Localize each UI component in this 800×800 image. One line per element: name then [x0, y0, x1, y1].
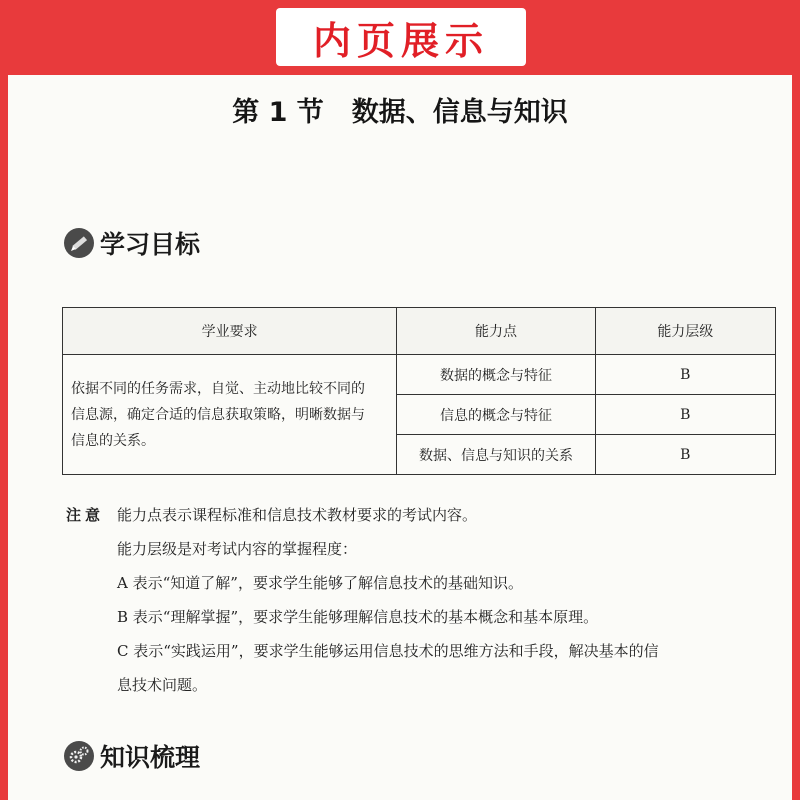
- heading-learning-goals: [64, 225, 200, 261]
- pencil-icon: [64, 228, 94, 258]
- requirement-line: 信息的关系。: [71, 432, 155, 449]
- note-line: B 表示“理解掌握”，要求学生能够理解信息技术的基本概念和基本原理。: [117, 608, 599, 626]
- requirement-line: 依据不同的任务需求，自觉、主动地比较不同的: [71, 380, 365, 397]
- note-line: [66, 498, 766, 532]
- note-text: 能力点表示课程标准和信息技术教材要求的考试内容。: [117, 506, 478, 524]
- section-name: 数据、信息与知识: [351, 97, 568, 128]
- ability-point-cell: 数据、信息与知识的关系: [397, 435, 595, 475]
- note-line: A 表示“知道了解”，要求学生能够了解信息技术的基础知识。: [117, 574, 523, 592]
- heading-label: 学习目标: [100, 230, 201, 259]
- section-title: [8, 90, 792, 129]
- banner-label: 内页展示: [312, 18, 489, 63]
- promo-banner: [0, 0, 800, 75]
- table-header: 能力层级: [595, 308, 775, 355]
- note-line: 息技术问题。: [117, 676, 208, 694]
- requirements-table: [62, 307, 776, 475]
- ability-point-cell: 信息的概念与特征: [397, 395, 595, 435]
- table-row: [63, 355, 776, 395]
- ability-point-cell: 数据的概念与特征: [397, 355, 595, 395]
- note-line: C 表示“实践运用”，要求学生能够运用信息技术的思维方法和手段，解决基本的信: [117, 642, 659, 660]
- table-header-row: [63, 308, 776, 355]
- table-header: 能力点: [397, 308, 595, 355]
- banner-label-box: [276, 8, 526, 66]
- requirement-line: 信息源，确定合适的信息获取策略，明晰数据与: [71, 406, 365, 423]
- book-page: [8, 75, 792, 800]
- notes-block: [66, 498, 766, 702]
- ability-level-cell: B: [595, 355, 775, 395]
- heading-knowledge-review: [64, 738, 200, 774]
- section-number: 第 1 节: [232, 97, 324, 128]
- note-key: 注意: [66, 506, 105, 524]
- ability-level-cell: B: [595, 395, 775, 435]
- gears-icon: [64, 741, 94, 771]
- table-header: 学业要求: [63, 308, 397, 355]
- heading-label: 知识梳理: [100, 743, 201, 772]
- requirement-cell: [63, 355, 397, 475]
- note-line: 能力层级是对考试内容的掌握程度：: [117, 540, 358, 558]
- ability-level-cell: B: [595, 435, 775, 475]
